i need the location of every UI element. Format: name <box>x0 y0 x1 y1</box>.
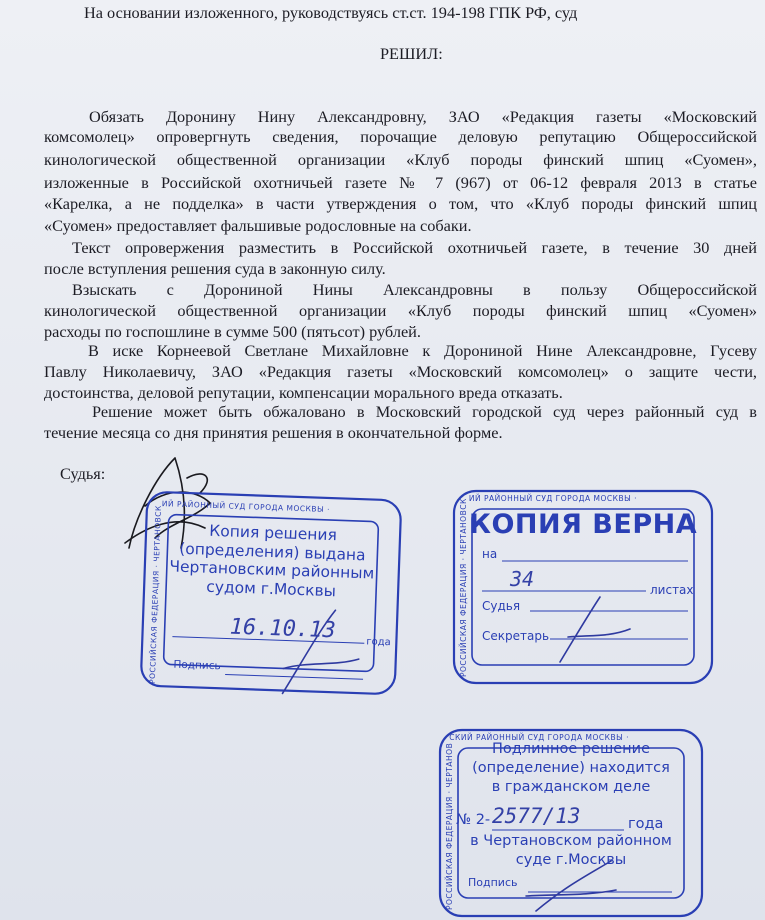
stamp3-case-suffix: года <box>628 816 664 832</box>
para1-line: «Суомен» предоставляет фальшивые родословные на собаки. <box>44 216 472 235</box>
original-location-stamp <box>436 726 706 918</box>
stamp3-line: в гражданском деле <box>491 779 651 795</box>
stamp1-line: судом г.Москвы <box>206 577 337 600</box>
intro-line: На основании изложенного, руководствуясь ст.ст. 194-198 ГПК РФ, суд <box>84 3 578 22</box>
stamp3-line: суде г.Москвы <box>515 852 627 868</box>
para4-line: Павлу Николаевичу, ЗАО «Редакция газеты «Московский комсомолец» о защите чести, <box>44 362 757 381</box>
judge-label: Судья: <box>60 464 106 483</box>
stamp2-on-label: на <box>482 547 498 561</box>
stamp1-line: Чертановским районным <box>169 557 375 583</box>
copy-certified-stamp <box>450 487 716 687</box>
stamp1-line: Копия решения <box>209 521 338 545</box>
para1-line: комсомолец» опровергнуть сведения, порочащие деловую репутацию Общероссийской <box>44 127 757 146</box>
stamp2-secretary-label: Секретарь <box>482 629 550 643</box>
stamp3-signature-label: Подпись <box>468 876 518 889</box>
stamp1-line: (определения) выдана <box>178 539 366 564</box>
para5-line: течение месяца со дня принятия решения в окончательной форме. <box>44 423 503 442</box>
para1-line: кинологической общественной организации «Клуб породы финский шпиц «Суомен», <box>44 150 757 169</box>
para1-line: «Карелка, а не подделка» в части утверждения о том, что «Клуб породы финский шпиц <box>44 194 757 213</box>
stamp2-sheets-value: 34 <box>510 567 535 591</box>
stamp2-judge-label: Судья <box>482 599 521 613</box>
stamp1-ring-text: РОССИЙСКАЯ ФЕДЕРАЦИЯ · ЧЕРТАНОВСКИЙ РАЙОННЫЙ СУД ГОРОДА МОСКВЫ · <box>147 499 331 685</box>
para5-line: Решение может быть обжаловано в Московский городской суд через районный суд в <box>92 402 757 421</box>
stamp2-sheets-label: листах <box>650 583 694 597</box>
para2-line: после вступления решения суда в законную силу. <box>44 259 386 278</box>
para4-line: В иске Корнеевой Светлане Михайловне к Дорониной Нине Александровне, Гусеву <box>88 341 757 360</box>
stamp2-ring-text: РОССИЙСКАЯ ФЕДЕРАЦИЯ · ЧЕРТАНОВСКИЙ РАЙОННЫЙ СУД ГОРОДА МОСКВЫ · <box>459 494 637 677</box>
stamp3-case-prefix: № 2- <box>456 812 491 828</box>
decision-heading: РЕШИЛ: <box>380 44 443 63</box>
copy-issued-stamp <box>132 483 409 702</box>
para3-line: кинологической общественной организации «Клуб породы финский шпиц «Суомен» <box>44 301 757 320</box>
para1-line: Обязать Доронину Нину Александровну, ЗАО «Редакция газеты «Московский <box>89 107 757 126</box>
stamp1-date: 16.10.13 <box>229 614 337 644</box>
stamp1-signature-label: Подпись <box>173 658 221 673</box>
stamp3-ring-text: РОССИЙСКАЯ ФЕДЕРАЦИЯ · ЧЕРТАНОВСКИЙ РАЙОННЫЙ СУД ГОРОДА МОСКВЫ · <box>445 733 629 910</box>
stamp3-line: (определение) находится <box>472 760 670 776</box>
stamp2-title: КОПИЯ ВЕРНА <box>468 509 698 540</box>
para1-line: изложенные в Российской охотничьей газете № 7 (967) от 06-12 февраля 2013 в статье <box>44 173 757 192</box>
stamp3-case-number: 2577/13 <box>492 804 581 828</box>
para4-line: достоинства, деловой репутации, компенсации морального вреда отказать. <box>44 383 563 402</box>
stamp1-year-label: года <box>366 636 391 649</box>
para3-line: расходы по госпошлине в сумме 500 (пятьсот) рублей. <box>44 322 421 341</box>
stamp3-line: в Чертановском районном <box>470 833 672 849</box>
stamp3-line: Подлинное решение <box>492 741 650 757</box>
para3-line: Взыскать с Дорониной Нины Александровны в пользу Общероссийской <box>72 280 757 299</box>
para2-line: Текст опровержения разместить в Российской охотничьей газете, в течение 30 дней <box>72 238 757 257</box>
